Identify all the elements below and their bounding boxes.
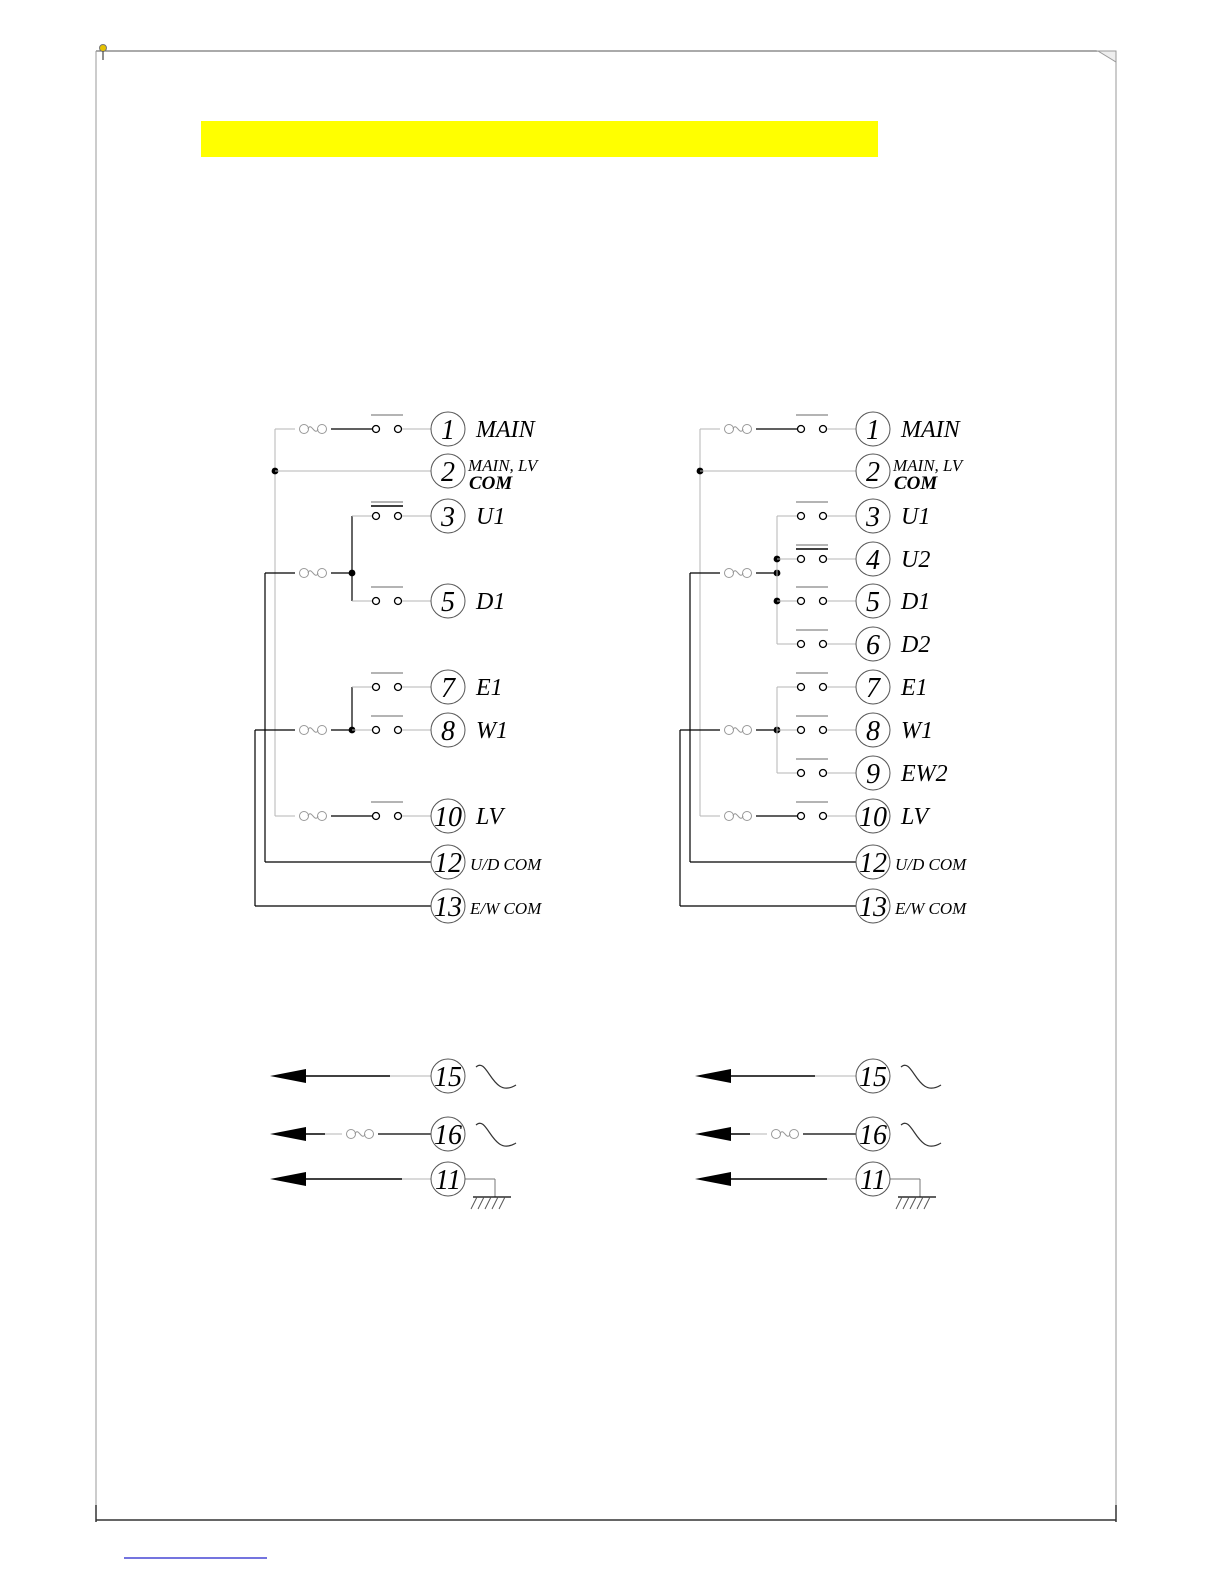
terminal-number: 10 [859, 802, 887, 833]
terminal-number: 2 [441, 457, 455, 488]
terminal-number: 2 [866, 457, 880, 488]
fuse-icon [725, 569, 752, 578]
terminal-label: D1 [476, 589, 506, 615]
terminal-number: 6 [866, 630, 880, 661]
terminal-label: MAIN [476, 417, 535, 443]
arrow-icon [270, 1069, 390, 1083]
terminal-number: 1 [866, 415, 880, 446]
ac-sine-icon [476, 1065, 516, 1088]
terminal-number: 16 [859, 1120, 887, 1151]
switch-contact-icon [371, 415, 403, 433]
terminal-label: U/D COM [470, 855, 542, 874]
terminal-11 [431, 1162, 465, 1196]
terminal-15 [856, 1059, 890, 1093]
fuse-icon [300, 726, 327, 735]
terminal-number: 7 [866, 673, 880, 704]
terminal-label: MAIN [901, 417, 960, 443]
terminal-number: 10 [434, 802, 462, 833]
arrow-icon [695, 1127, 750, 1141]
switch-contact-icon [796, 415, 828, 433]
switch-contact-icon [796, 630, 828, 648]
ground-icon [465, 1179, 511, 1209]
terminal-number: 11 [435, 1165, 461, 1196]
terminal-10 [856, 799, 890, 833]
switch-contact-icon [371, 502, 403, 520]
terminal-11 [856, 1162, 890, 1196]
terminal-number: 3 [866, 502, 880, 533]
terminal-number: 7 [441, 673, 455, 704]
terminal-16 [431, 1117, 465, 1151]
terminal-label: U2 [901, 547, 931, 573]
terminal-4 [856, 542, 890, 576]
terminal-12 [856, 845, 890, 879]
annotation-pin-icon[interactable] [100, 45, 107, 61]
terminal-label: LV [476, 804, 504, 830]
terminal-7 [856, 670, 890, 704]
fuse-icon [347, 1130, 374, 1139]
terminal-13 [431, 889, 465, 923]
terminal-label-bottom: COM [894, 473, 938, 494]
terminal-label: W1 [476, 718, 508, 744]
wiring-diagram-left [255, 412, 542, 1209]
highlight-bar [201, 121, 878, 157]
terminal-13 [856, 889, 890, 923]
switch-contact-icon [371, 587, 403, 605]
terminal-number: 1 [441, 415, 455, 446]
ac-sine-icon [901, 1123, 941, 1146]
arrow-icon [270, 1127, 325, 1141]
fuse-icon [300, 812, 327, 821]
switch-contact-icon [371, 716, 403, 734]
terminal-1 [856, 412, 890, 446]
terminal-number: 9 [866, 759, 880, 790]
terminal-label: U1 [901, 504, 931, 530]
terminal-label-bottom: COM [469, 473, 513, 494]
ground-icon [890, 1179, 936, 1209]
page-fold-icon [1098, 51, 1116, 62]
terminal-label: E/W COM [895, 899, 967, 918]
terminal-number: 13 [434, 892, 462, 923]
terminal-number: 8 [441, 716, 455, 747]
ac-sine-icon [901, 1065, 941, 1088]
switch-contact-icon [796, 759, 828, 777]
switch-contact-icon [796, 545, 828, 563]
fuse-icon [772, 1130, 799, 1139]
terminal-number: 15 [434, 1062, 462, 1093]
switch-contact-icon [796, 673, 828, 691]
terminal-1 [431, 412, 465, 446]
terminal-number: 15 [859, 1062, 887, 1093]
terminal-label: EW2 [901, 761, 948, 787]
terminal-number: 3 [441, 502, 455, 533]
switch-contact-icon [796, 802, 828, 820]
arrow-icon [270, 1172, 402, 1186]
terminal-number: 5 [441, 587, 455, 618]
fuse-icon [300, 425, 327, 434]
terminal-label: U1 [476, 504, 506, 530]
terminal-label: U/D COM [895, 855, 967, 874]
terminal-number: 8 [866, 716, 880, 747]
terminal-label: E1 [901, 675, 928, 701]
fuse-icon [300, 569, 327, 578]
fuse-icon [725, 726, 752, 735]
switch-contact-icon [371, 802, 403, 820]
terminal-number: 12 [859, 848, 887, 879]
terminal-5 [856, 584, 890, 618]
terminal-5 [431, 584, 465, 618]
terminal-12 [431, 845, 465, 879]
terminal-label: W1 [901, 718, 933, 744]
page-border [96, 51, 1116, 1522]
switch-contact-icon [796, 502, 828, 520]
terminal-number: 11 [860, 1165, 886, 1196]
terminal-10 [431, 799, 465, 833]
terminal-15 [431, 1059, 465, 1093]
wiring-diagram-right [680, 412, 967, 1209]
terminal-number: 4 [866, 545, 880, 576]
arrow-icon [695, 1069, 815, 1083]
terminal-9 [856, 756, 890, 790]
terminal-label: E/W COM [470, 899, 542, 918]
switch-contact-icon [796, 587, 828, 605]
terminal-8 [856, 713, 890, 747]
terminal-7 [431, 670, 465, 704]
terminal-number: 13 [859, 892, 887, 923]
terminal-3 [431, 499, 465, 533]
terminal-label: LV [901, 804, 929, 830]
ac-sine-icon [476, 1123, 516, 1146]
terminal-number: 12 [434, 848, 462, 879]
terminal-3 [856, 499, 890, 533]
terminal-16 [856, 1117, 890, 1151]
terminal-6 [856, 627, 890, 661]
terminal-number: 16 [434, 1120, 462, 1151]
arrow-icon [695, 1172, 827, 1186]
switch-contact-icon [796, 716, 828, 734]
terminal-label-top: MAIN, LV [893, 456, 963, 475]
terminal-2 [856, 454, 890, 488]
terminal-label: D2 [901, 632, 931, 658]
terminal-label: E1 [476, 675, 503, 701]
terminal-label: D1 [901, 589, 931, 615]
terminal-8 [431, 713, 465, 747]
fuse-icon [725, 812, 752, 821]
terminal-number: 5 [866, 587, 880, 618]
terminal-label-top: MAIN, LV [468, 456, 538, 475]
terminal-2 [431, 454, 465, 488]
fuse-icon [725, 425, 752, 434]
switch-contact-icon [371, 673, 403, 691]
